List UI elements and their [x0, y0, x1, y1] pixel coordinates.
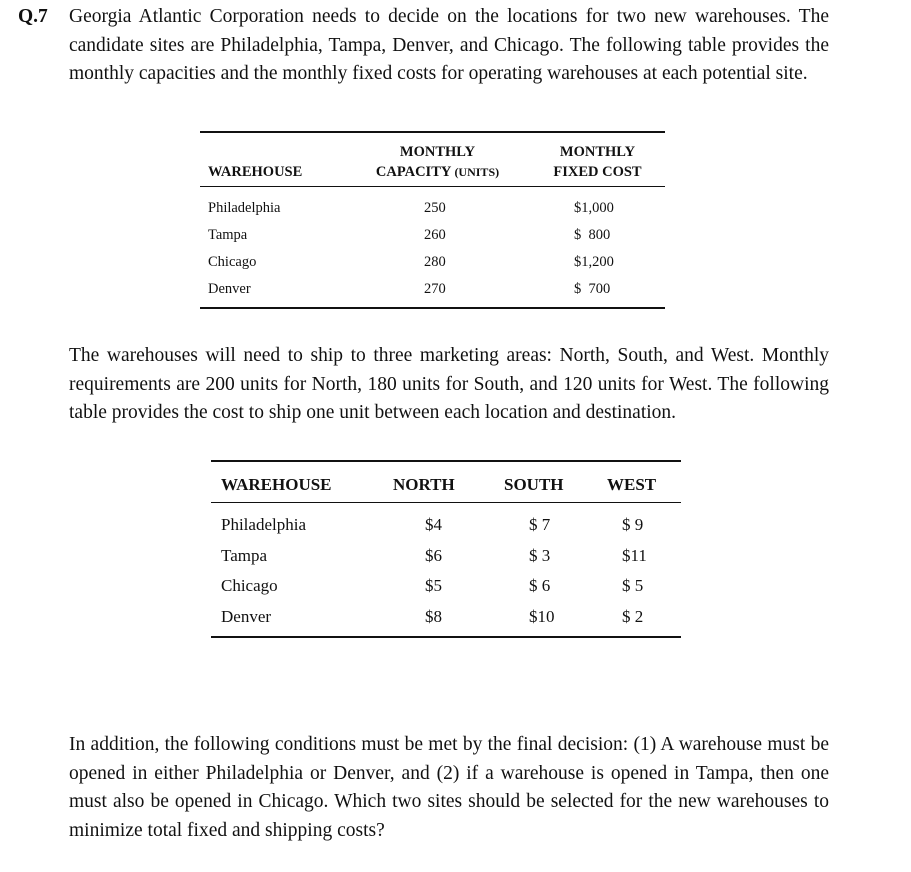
north-cost: $6 — [425, 546, 442, 565]
conditions-paragraph: In addition, the following conditions must be met by the final decision: (1) A warehouse must be opened in either Philadelphia or Denver, and (2) if a warehouse is opened in Tampa, then one must also be opened in Chicago. Which two sites should be selected for the new warehouses to minimize total fixed and shipping costs? — [69, 734, 829, 841]
capacity-value: 270 — [424, 281, 446, 297]
header-north: NORTH — [393, 475, 455, 494]
header-capacity-line1: MONTHLY — [399, 144, 476, 160]
header-warehouse: WAREHOUSE — [221, 475, 332, 494]
west-cost: $ 2 — [622, 607, 644, 626]
north-cost: $4 — [425, 515, 442, 534]
question-number: Q.7 — [18, 6, 48, 27]
fixed-cost-value: $ 800 — [574, 227, 611, 243]
header-capacity-units: (UNITS) — [454, 165, 500, 179]
table-bottom-rule — [211, 636, 681, 638]
capacity-value: 250 — [424, 200, 446, 216]
table-row: Tampa — [221, 546, 268, 565]
capacity-value: 280 — [424, 254, 446, 270]
header-west: WEST — [607, 475, 657, 494]
table-header-rule — [200, 186, 665, 187]
table-row: Denver — [208, 281, 251, 297]
west-cost: $11 — [622, 546, 647, 565]
south-cost: $ 6 — [529, 576, 551, 595]
header-capacity-word: CAPACITY — [375, 164, 451, 180]
table-row: Chicago — [208, 254, 257, 270]
fixed-cost-value: $1,000 — [574, 200, 614, 216]
table-row: Philadelphia — [221, 515, 306, 534]
table-row: Denver — [221, 607, 272, 626]
table-row: Chicago — [221, 576, 278, 595]
shipping-paragraph: The warehouses will need to ship to three marketing areas: North, South, and West. Monthly requirements are 200 units for North, 180 units for South, and 120 units for West. The following table provides the cost to ship one unit between each location and destination. — [69, 345, 829, 424]
table-top-rule — [211, 460, 681, 462]
intro-paragraph: Georgia Atlantic Corporation needs to decide on the locations for two new warehouses. The candidate sites are Philadelphia, Tampa, Denver, and Chicago. The following table provides the monthly capacities and the monthly fixed costs for operating warehouses at each potential site. — [69, 6, 829, 85]
table-top-rule — [200, 131, 665, 133]
header-south: SOUTH — [504, 475, 564, 494]
header-monthly-fixed-cost — [535, 142, 660, 182]
header-cost-line2: FIXED COST — [553, 164, 642, 180]
header-cost-line1: MONTHLY — [559, 144, 636, 160]
header-warehouse: WAREHOUSE — [208, 164, 303, 180]
fixed-cost-value: $1,200 — [574, 254, 614, 270]
fixed-cost-value: $ 700 — [574, 281, 611, 297]
south-cost: $10 — [529, 607, 555, 626]
shipping-cost-table — [211, 460, 681, 638]
header-monthly-capacity — [360, 142, 515, 182]
south-cost: $ 7 — [529, 515, 551, 534]
south-cost: $ 3 — [529, 546, 551, 565]
west-cost: $ 5 — [622, 576, 644, 595]
table-bottom-rule — [200, 307, 665, 309]
capacity-cost-table — [200, 131, 665, 309]
table-row: Tampa — [208, 227, 248, 243]
north-cost: $5 — [425, 576, 442, 595]
table-row: Philadelphia — [208, 200, 281, 216]
capacity-value: 260 — [424, 227, 446, 243]
north-cost: $8 — [425, 607, 442, 626]
table-header-rule — [211, 502, 681, 503]
header-capacity-line2 — [360, 162, 515, 182]
west-cost: $ 9 — [622, 515, 644, 534]
